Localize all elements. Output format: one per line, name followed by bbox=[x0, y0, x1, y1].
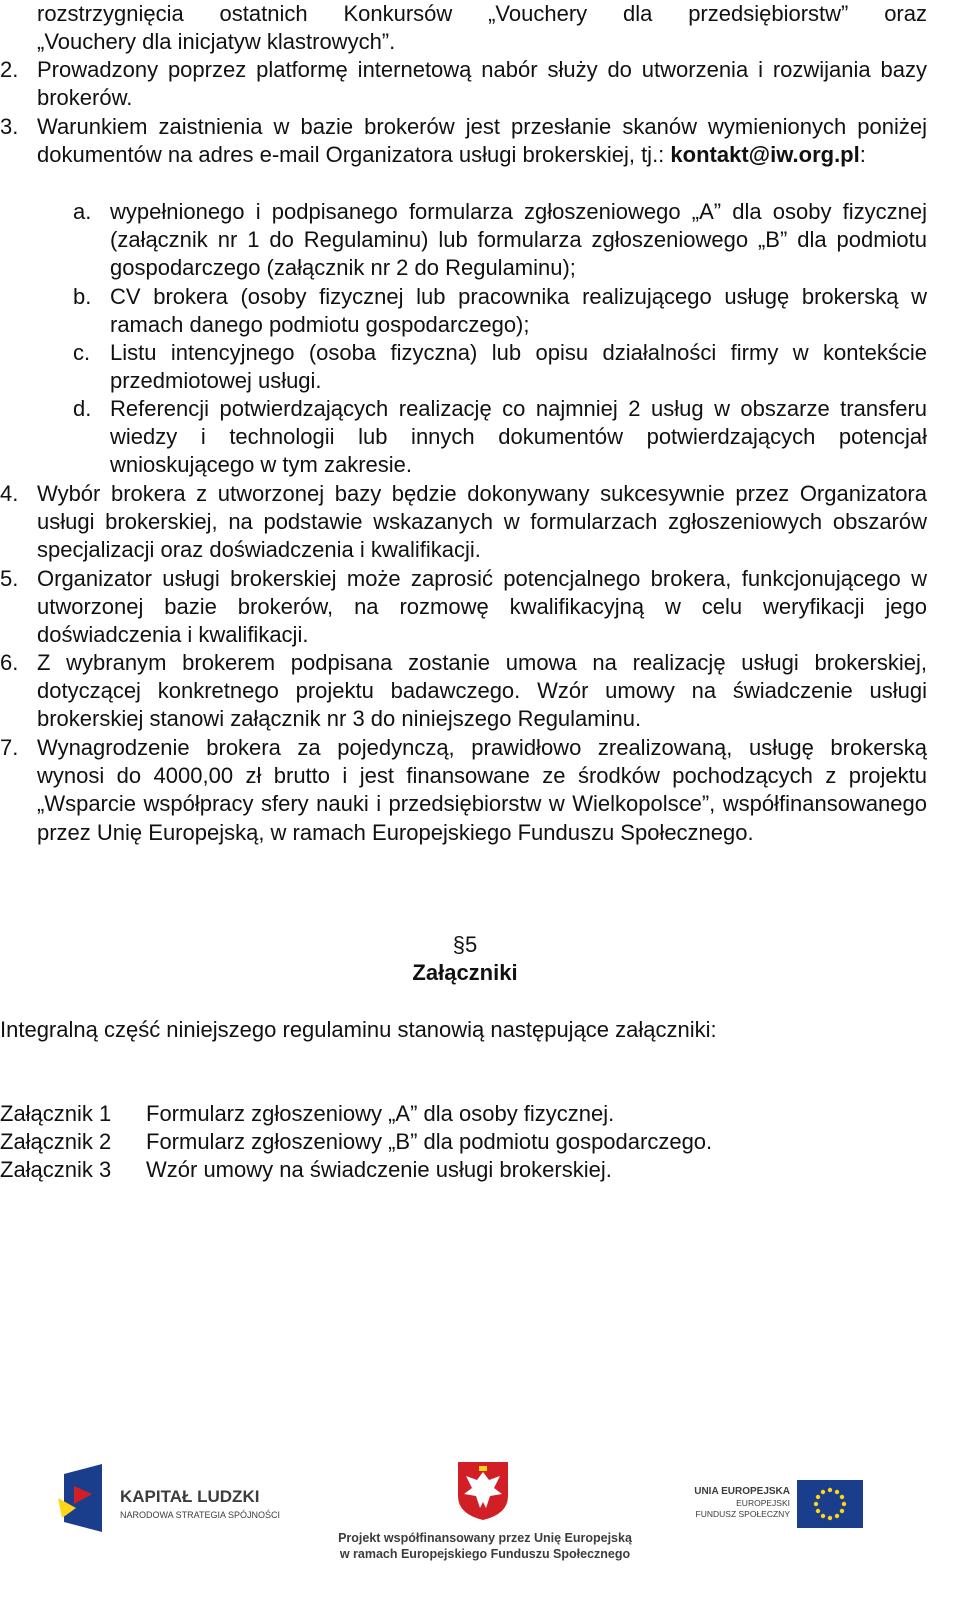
item-3-colon: : bbox=[859, 142, 866, 168]
annex-text: Formularz zgłoszeniowy „B” dla podmiotu gospodarczego. bbox=[146, 1129, 713, 1154]
annex-row bbox=[0, 1128, 712, 1156]
cofinancing-note bbox=[330, 1530, 640, 1562]
item-2-text: Prowadzony poprzez platformę internetową nabór służy do utworzenia i rozwijania bazy brokerów. bbox=[37, 57, 927, 111]
crown-icon bbox=[479, 1466, 487, 1471]
subitem-letter-b: b. bbox=[73, 284, 92, 309]
cofinancing-line-1: Projekt współfinansowany przez Unię Europejską bbox=[338, 1531, 632, 1545]
item-5-text: Organizator usługi brokerskiej może zaprosić potencjalnego brokera, funkcjonującego w utworzonej bazie brokerów, na rozmowę kwalifikacyjną w celu weryfikacji jego doświadczenia i kwalifikacji. bbox=[37, 566, 927, 648]
annex-label: Załącznik 2 bbox=[0, 1129, 112, 1154]
annex-text: Wzór umowy na świadczenie usługi brokerskiej. bbox=[146, 1157, 612, 1182]
section-intro: Integralną część niniejszego regulaminu stanowią następujące załączniki: bbox=[0, 1017, 717, 1042]
polish-eagle-emblem bbox=[456, 1460, 510, 1522]
item-number-7: 7. bbox=[0, 735, 19, 760]
eu-line-1: UNIA EUROPEJSKA bbox=[694, 1486, 790, 1497]
subitem-letter-a: a. bbox=[73, 199, 92, 224]
eu-text bbox=[690, 1486, 790, 1520]
intro-line-1: rozstrzygnięcia ostatnich Konkursów „Vouchery dla przedsiębiorstw” oraz bbox=[37, 1, 927, 26]
subitem-d-text: Referencji potwierdzających realizację co najmniej 2 usług w obszarze transferu wiedzy i technologii lub innych dokumentów potwierdzających potencjał wnioskującego w tym zakresie. bbox=[110, 396, 927, 478]
annex-label: Załącznik 3 bbox=[0, 1157, 112, 1182]
annex-label: Załącznik 1 bbox=[0, 1101, 112, 1126]
eu-flag-background bbox=[797, 1480, 863, 1528]
subitem-b-text: CV brokera (osoby fizycznej lub pracownika realizującego usługę brokerską w ramach danego podmiotu gospodarczego); bbox=[110, 284, 927, 338]
item-7-text: Wynagrodzenie brokera za pojedynczą, prawidłowo zrealizowaną, usługę brokerską wynosi do 4000,00 zł brutto i jest finansowane ze środków pochodzących z projektu „Wsparcie współpracy sfery nauki i przedsiębiorstw w Wielkopolsce”, współfinansowanego przez Unię Europejską, w ramach Europejskiego Funduszu Społecznego. bbox=[37, 735, 927, 845]
item-3-text bbox=[37, 113, 927, 169]
eu-line-2: EUROPEJSKI bbox=[736, 1498, 790, 1508]
subitem-c-text: Listu intencyjnego (osoba fizyczna) lub opisu działalności firmy w kontekście przedmiotowej usługi. bbox=[110, 340, 927, 394]
cofinancing-line-2: w ramach Europejskiego Funduszu Społecznego bbox=[339, 1547, 631, 1561]
item-number-5: 5. bbox=[0, 566, 19, 591]
kapital-ludzki-logo bbox=[58, 1464, 308, 1540]
intro-line-2: „Vouchery dla inicjatyw klastrowych”. bbox=[37, 29, 396, 54]
kl-subtitle: NARODOWA STRATEGIA SPÓJNOŚCI bbox=[120, 1510, 281, 1520]
item-number-3: 3. bbox=[0, 114, 19, 139]
annex-row bbox=[0, 1100, 614, 1128]
item-number-6: 6. bbox=[0, 650, 19, 675]
subitem-letter-d: d. bbox=[73, 396, 92, 421]
annex-text: Formularz zgłoszeniowy „A” dla osoby fizycznej. bbox=[146, 1101, 615, 1126]
kl-title: KAPITAŁ LUDZKI bbox=[120, 1487, 260, 1506]
contact-email[interactable]: kontakt@iw.org.pl bbox=[670, 142, 860, 168]
section-symbol: §5 bbox=[452, 932, 478, 957]
eu-flag bbox=[797, 1480, 863, 1528]
eu-line-3: FUNDUSZ SPOŁECZNY bbox=[695, 1509, 790, 1519]
subitem-a-text: wypełnionego i podpisanego formularza zgłoszeniowego „A” dla osoby fizycznej (załącznik nr 1 do Regulaminu) lub formularza zgłoszeniowego „B” dla podmiotu gospodarczego (załącznik nr 2 do Regulaminu); bbox=[110, 199, 927, 281]
item-number-2: 2. bbox=[0, 57, 19, 82]
item-4-text: Wybór brokera z utworzonej bazy będzie dokonywany sukcesywnie przez Organizatora usługi brokerskiej, na podstawie wskazanych w formularzach zgłoszeniowych obszarów specjalizacji oraz doświadczenia i kwalifikacji. bbox=[37, 481, 927, 563]
footer-logos bbox=[0, 1440, 960, 1616]
annex-row bbox=[0, 1156, 612, 1184]
item-6-text: Z wybranym brokerem podpisana zostanie umowa na realizację usługi brokerskiej, dotyczącej konkretnego projektu badawczego. Wzór umowy na świadczenie usługi brokerskiej stanowi załącznik nr 3 do niniejszego Regulaminu. bbox=[37, 650, 927, 732]
item-number-4: 4. bbox=[0, 481, 19, 506]
subitem-letter-c: c. bbox=[73, 340, 91, 365]
section-title: Załączniki bbox=[412, 960, 518, 985]
item-3-intro: Warunkiem zaistnienia w bazie brokerów jest przesłanie skanów wymienionych poniżej dokumentów na adres e-mail Organizatora usługi brokerskiej, tj.: bbox=[37, 114, 927, 168]
